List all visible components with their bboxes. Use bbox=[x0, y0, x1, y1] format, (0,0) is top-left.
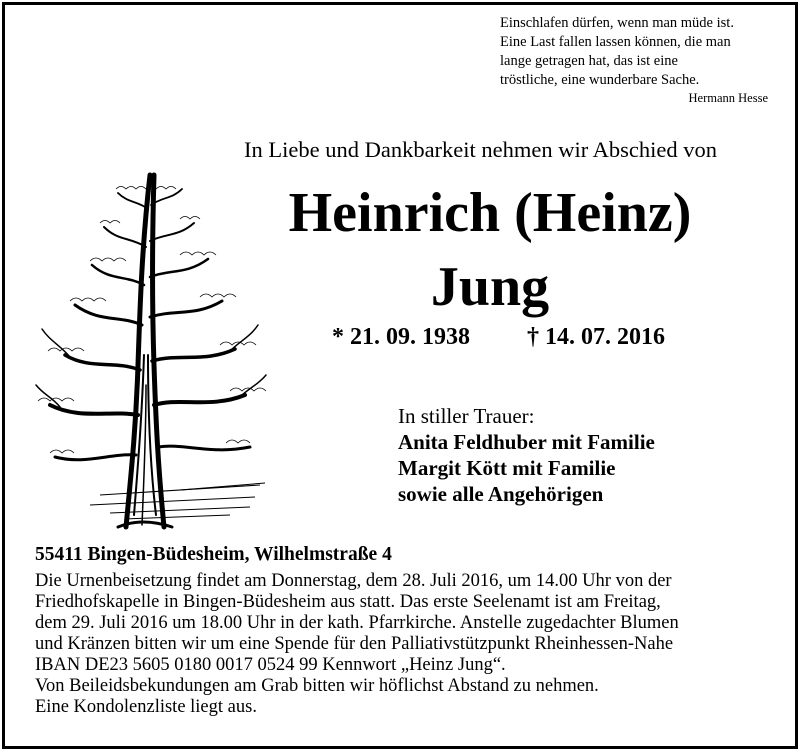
quote-line: tröstliche, eine wunderbare Sache. bbox=[500, 72, 700, 88]
quote-line: lange getragen hat, das ist eine bbox=[500, 53, 678, 69]
details-line: dem 29. Juli 2016 um 18.00 Uhr in der kath. Pfarrkirche. Anstelle zugedachter Blumen bbox=[35, 613, 679, 633]
mourners-heading: In stiller Trauer: bbox=[398, 404, 535, 428]
deceased-name-line2: Jung bbox=[430, 256, 550, 318]
tree-ground bbox=[90, 483, 265, 519]
tree-illustration bbox=[30, 165, 270, 535]
address-line: 55411 Bingen-Büdesheim, Wilhelmstraße 4 bbox=[35, 544, 392, 565]
farewell-intro: In Liebe und Dankbarkeit nehmen wir Abschied von bbox=[244, 137, 717, 162]
death-date: † 14. 07. 2016 bbox=[527, 324, 665, 350]
mourner-entry: Anita Feldhuber mit Familie bbox=[398, 430, 655, 454]
quote-line: Einschlafen dürfen, wenn man müde ist. bbox=[500, 15, 734, 31]
details-line: Die Urnenbeisetzung findet am Donnerstag, dem 28. Juli 2016, um 14.00 Uhr von der bbox=[35, 571, 672, 591]
details-line: Eine Kondolenzliste liegt aus. bbox=[35, 697, 257, 717]
funeral-details bbox=[35, 571, 775, 718]
quote-block bbox=[500, 14, 768, 107]
tree-trunk bbox=[118, 175, 172, 527]
birth-date: * 21. 09. 1938 bbox=[332, 324, 470, 350]
quote-author: Hermann Hesse bbox=[688, 91, 768, 105]
deceased-name-line1: Heinrich (Heinz) bbox=[288, 182, 692, 244]
mourner-entry: Margit Kött mit Familie bbox=[398, 456, 616, 480]
details-line: Friedhofskapelle in Bingen-Büdesheim aus statt. Das erste Seelenamt ist am Freitag, bbox=[35, 592, 661, 612]
mourners-block bbox=[398, 403, 655, 507]
details-line: IBAN DE23 5605 0180 0017 0524 99 Kennwort „Heinz Jung“. bbox=[35, 655, 506, 675]
details-line: und Kränzen bitten wir um eine Spende für den Palliativstützpunkt Rheinhessen-Nahe bbox=[35, 634, 674, 654]
mourner-entry: sowie alle Angehörigen bbox=[398, 482, 604, 506]
quote-line: Eine Last fallen lassen können, die man bbox=[500, 34, 731, 50]
details-line: Von Beileidsbekundungen am Grab bitten wir höflichst Abstand zu nehmen. bbox=[35, 676, 599, 696]
